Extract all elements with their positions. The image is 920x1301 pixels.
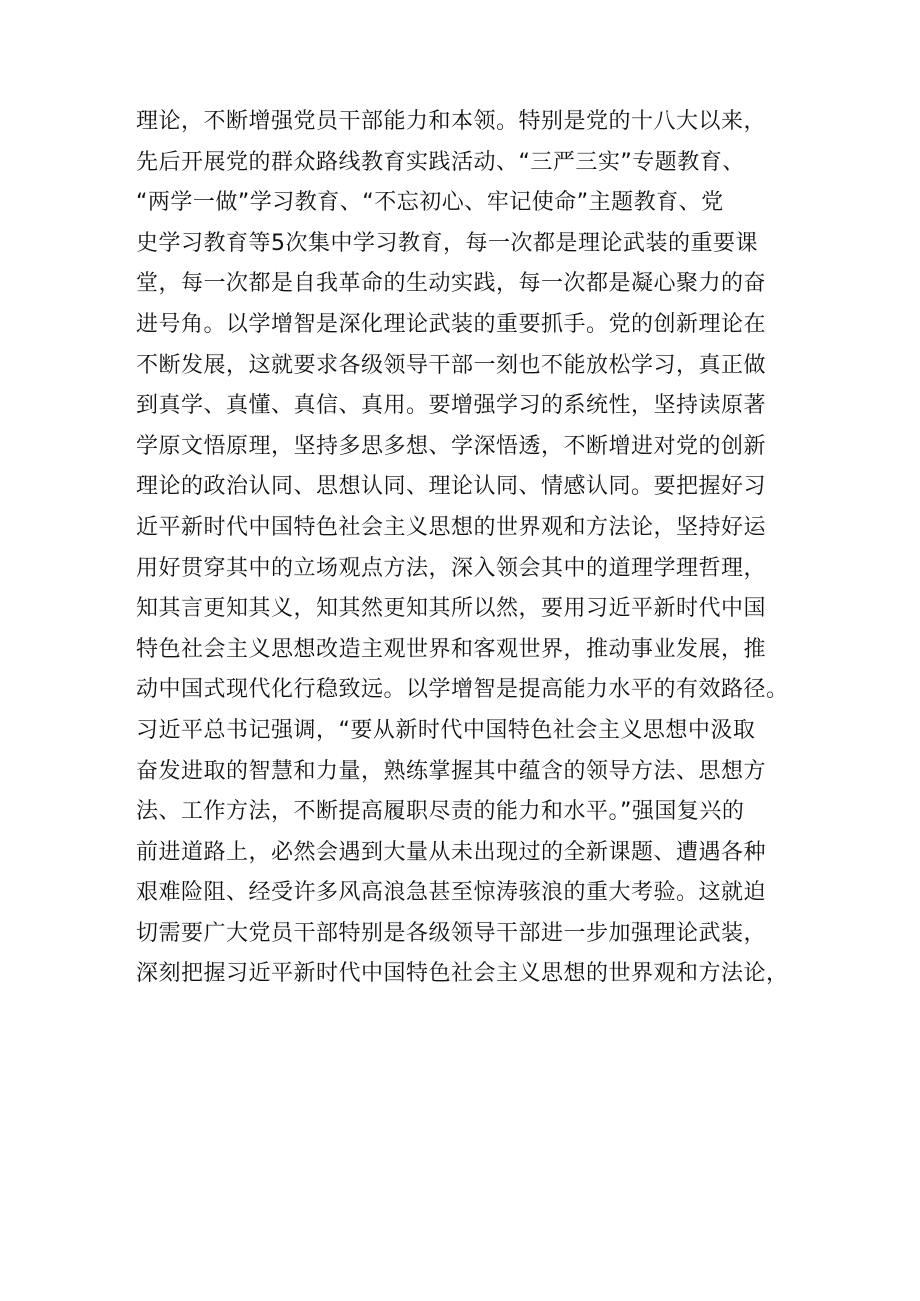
text-line: 特色社会主义思想改造主观世界和客观世界，推动事业发展，推 <box>136 636 767 662</box>
text-line: 近平新时代中国特色社会主义思想的世界观和方法论，坚持好运 <box>136 514 767 540</box>
text-line: 学原文悟原理，坚持多思多想、学深悟透，不断增进对党的创新 <box>136 433 767 459</box>
text-line: 深刻把握习近平新时代中国特色社会主义思想的世界观和方法论， <box>136 961 789 987</box>
text-line: 不断发展，这就要求各级领导干部一刻也不能放松学习，真正做 <box>136 352 767 378</box>
text-line: 理论，不断增强党员干部能力和本领。特别是党的十八大以来， <box>136 109 767 134</box>
body-text <box>136 102 816 995</box>
text-line: 奋发进取的智慧和力量，熟练掌握其中蕴含的领导方法、思想方 <box>136 758 767 784</box>
text-line: 前进道路上，必然会遇到大量从未出现过的全新课题、遭遇各种 <box>136 839 767 865</box>
text-line: 用好贯穿其中的立场观点方法，深入领会其中的道理学理哲理， <box>136 555 767 581</box>
text-line: 动中国式现代化行稳致远。以学增智是提高能力水平的有效路径。 <box>136 677 789 703</box>
text-line: 知其言更知其义，知其然更知其所以然，要用习近平新时代中国 <box>136 596 767 622</box>
text-line: 进号角。以学增智是深化理论武装的重要抓手。党的创新理论在 <box>136 311 767 337</box>
text-line: 理论的政治认同、思想认同、理论认同、情感认同。要把握好习 <box>136 474 767 500</box>
text-line: 到真学、真懂、真信、真用。要增强学习的系统性，坚持读原著 <box>136 393 767 419</box>
text-line: “两学一做”学习教育、“不忘初心、牢记使命”主题教育、党 <box>136 190 724 216</box>
text-line: 法、工作方法，不断提高履职尽责的能力和水平。”强国复兴的 <box>136 799 745 825</box>
text-line: 艰难险阻、经受许多风高浪急甚至惊涛骇浪的重大考验。这就迫 <box>136 880 767 906</box>
text-line: 切需要广大党员干部特别是各级领导干部进一步加强理论武装， <box>136 920 767 946</box>
text-line: 先后开展党的群众路线教育实践活动、“三严三实”专题教育、 <box>136 149 745 175</box>
text-line: 习近平总书记强调，“要从新时代中国特色社会主义思想中汲取 <box>136 717 756 743</box>
text-line: 史学习教育等5次集中学习教育，每一次都是理论武装的重要课 <box>136 230 758 256</box>
text-line: 堂，每一次都是自我革命的生动实践，每一次都是凝心聚力的奋 <box>136 271 767 297</box>
